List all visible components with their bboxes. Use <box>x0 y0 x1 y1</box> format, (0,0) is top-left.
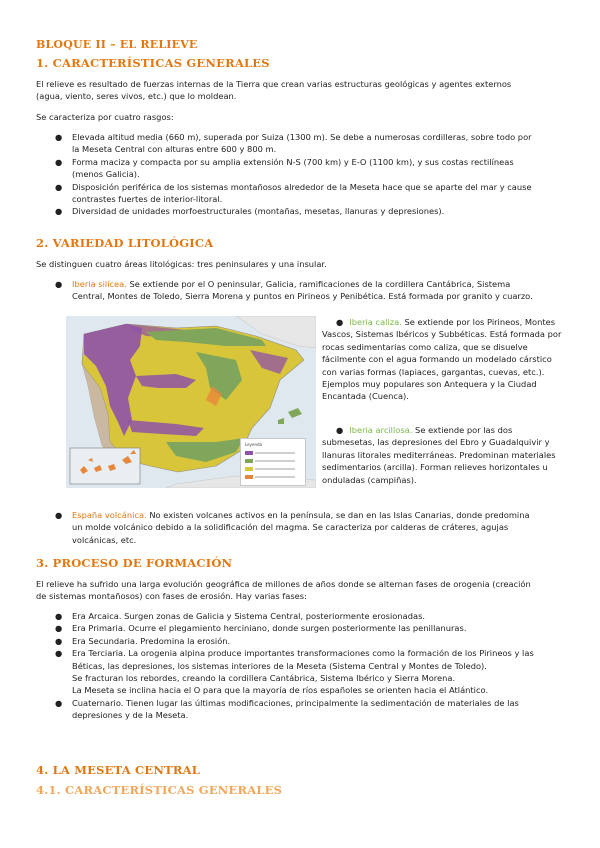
section-4-heading: 4. LA MESETA CENTRAL <box>36 763 200 777</box>
map-legend <box>240 438 306 486</box>
arcillosa-text: Se extiende por las dos submesetas, las depresiones del Ebro y Guadalquivir y llanuras litorales mediterráneas. Predominan materiales sedimentarios (arcilla). Forman relieves horizontales u onduladas (campiñas). <box>322 425 556 485</box>
list-item-continuation: Se fracturan los rebordes, creando la cordillera Cantábrica, Sistema Ibérico y Sierra Morena. <box>72 673 456 684</box>
section-2-heading: 2. VARIEDAD LITOLÓGICA <box>36 236 214 250</box>
silicea-item <box>36 278 536 303</box>
volcanica-term: España volcánica. <box>72 510 147 520</box>
caliza-item <box>322 316 562 403</box>
arcillosa-item <box>322 424 562 486</box>
volcanica-text: No existen volcanes activos en la península, se dan en las Islas Canarias, donde predomina un molde volcánico debido a la solidificación del magma. Se caracteriza por calderas de cráteres, agujas volcánicas, etc. <box>72 510 530 545</box>
list-item-continuation: La Meseta se inclina hacia el O para que la mayoría de ríos españoles se orienten hacia el Atlántico. <box>72 685 489 696</box>
section-3-intro: El relieve ha sufrido una larga evolución geográfica de millones de años donde se alternan fases de orogenia (creación de sistemas montañosos) con fases de erosión. Hay varias fases: <box>36 579 531 602</box>
silicea-term: Iberia silícea. <box>72 279 127 289</box>
bullet-icon: ● <box>55 623 63 634</box>
bullet-icon: ● <box>55 635 63 646</box>
bullet-icon: ● <box>55 132 63 142</box>
section-2-intro: Se distinguen cuatro áreas litológicas: tres peninsulares y una insular. <box>36 259 327 269</box>
bullet-icon: ● <box>55 510 63 520</box>
bullet-icon: ● <box>55 206 63 217</box>
list-item: ● Elevada altitud media (660 m), superada por Suiza (1300 m). Se debe a numerosas cordilleras, sobre todo por la Meseta Central con alturas entre 600 y 800 m. <box>55 132 532 155</box>
section-3-heading: 3. PROCESO DE FORMACIÓN <box>36 556 233 570</box>
section-1-intro: El relieve es resultado de fuerzas internas de la Tierra que crean varias estructuras geológicas y agentes externos (agua, viento, seres vivos, etc.) que lo moldean. <box>36 79 512 102</box>
section-1-heading: 1. CARACTERÍSTICAS GENERALES <box>36 56 270 70</box>
bullet-icon: ● <box>55 279 63 289</box>
legend-caliza-swatch <box>245 459 253 463</box>
section-4-1-heading: 4.1. CARACTERÍSTICAS GENERALES <box>36 783 283 797</box>
legend-arcillosa-swatch <box>245 467 253 471</box>
list-item: ● Era Arcaica. Surgen zonas de Galicia y Sistema Central, posteriormente erosionadas. <box>55 611 426 621</box>
legend-volcanica-swatch <box>245 475 253 479</box>
list-item: ● Era Terciaria. La orogenia alpina produce importantes transformaciones como la formación de los Pirineos y las Béticas, las depresiones, los sistemas interiores de la Meseta (Sistema Central y Montes de Toledo). <box>55 648 534 671</box>
arcillosa-term: Iberia arcillosa. <box>349 425 413 435</box>
section-3-list <box>36 610 536 722</box>
legend-silicea-swatch <box>245 451 253 455</box>
list-item: ● Cuaternario. Tienen lugar las últimas modificaciones, principalmente la sedimentación de materiales de las depresiones y de la Meseta. <box>55 697 519 721</box>
section-1-list <box>36 131 536 218</box>
caliza-term: Iberia caliza. <box>349 317 402 327</box>
list-item: ● Forma maciza y compacta por su amplia extensión N-S (700 km) y E-O (1100 km), y sus costas rectilíneas (menos Galicia). <box>55 156 514 180</box>
volcanica-item <box>36 509 536 546</box>
bullet-icon: ● <box>55 697 63 708</box>
section-1-lead: Se caracteriza por cuatro rasgos: <box>36 112 174 122</box>
lithology-map <box>66 316 316 488</box>
bullet-icon: ● <box>55 648 63 659</box>
list-item: ● Diversidad de unidades morfoestructurales (montañas, mesetas, llanuras y depresiones). <box>55 206 445 217</box>
document-title: BLOQUE II – EL RELIEVE <box>36 38 198 51</box>
list-item: ● Era Secundaria. Predomina la erosión. <box>55 635 231 646</box>
bullet-icon: ● <box>336 317 344 327</box>
caliza-text: Se extiende por los Pirineos, Montes Vascos, Sistemas Ibéricos y Subbéticas. Está formada por rocas sedimentarias como caliza, que se disuelve fácilmente con el agua formando un modelado cárstico con varias formas (lapiaces, gargantas, cuevas, etc.). Ejemplos muy populares son Antequera y la Ciudad Encantada (Cuenca). <box>322 317 562 402</box>
bullet-icon: ● <box>55 611 63 621</box>
silicea-text: Se extiende por el O peninsular, Galicia, ramificaciones de la cordillera Cantábrica, Sistema Central, Montes de Toledo, Sierra Morena y puntos en Pirineos y Penibética. Está formada por granito y cuarzo. <box>72 279 533 302</box>
list-item: ● Era Primaria. Ocurre el plegamiento herciniano, donde surgen posteriormente las penillanuras. <box>55 623 467 634</box>
bullet-icon: ● <box>55 181 63 192</box>
bullet-icon: ● <box>336 425 344 435</box>
list-item: ● Disposición periférica de los sistemas montañosos alrededor de la Meseta hace que se aparte del mar y cause contrastes fuertes de interior-litoral. <box>55 181 532 205</box>
bullet-icon: ● <box>55 156 63 167</box>
map-legend-title: Leyenda <box>245 442 262 447</box>
